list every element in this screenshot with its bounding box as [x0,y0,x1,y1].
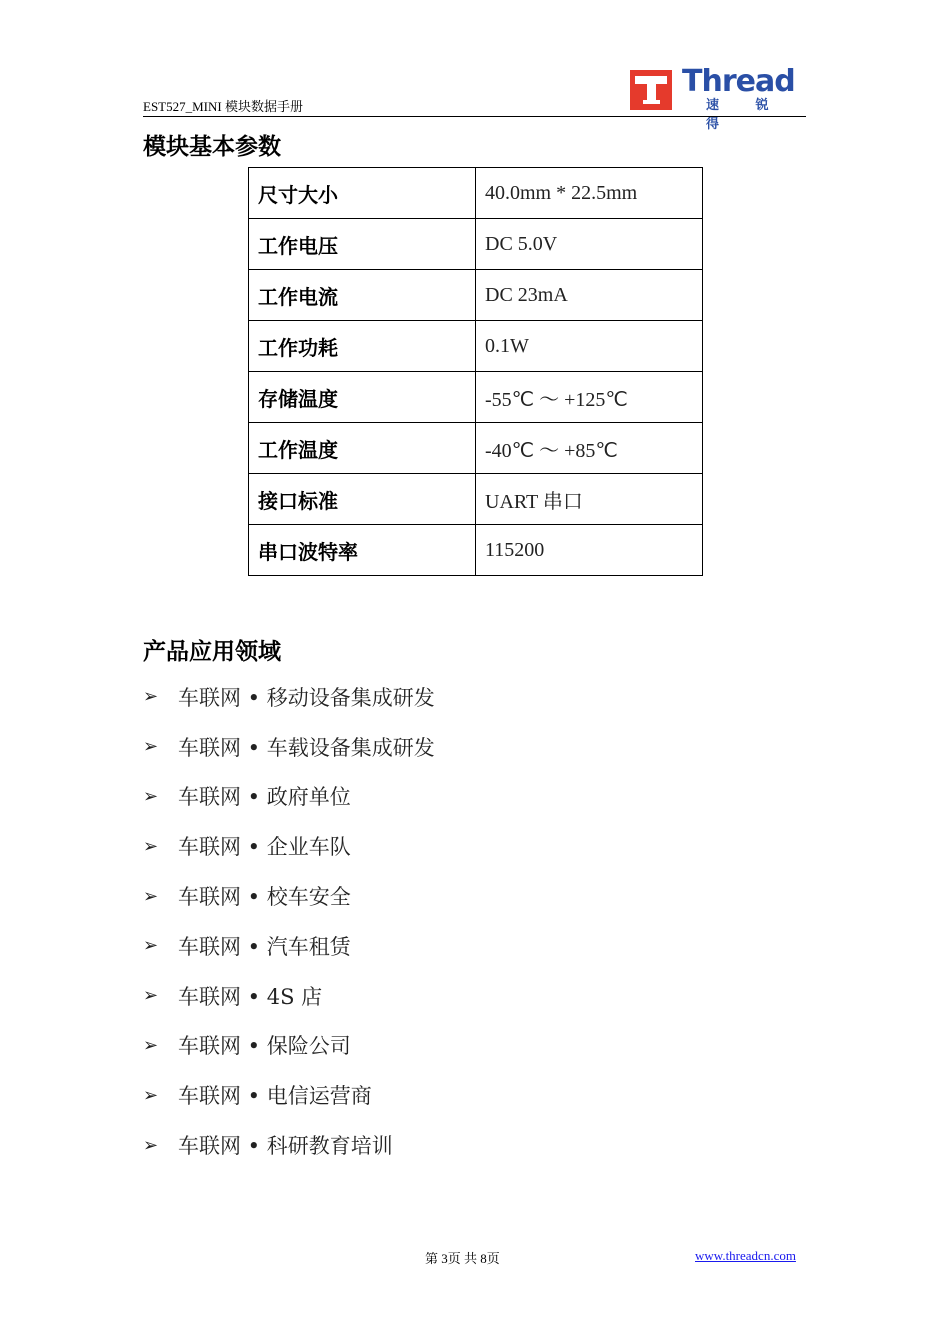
table-row [249,423,703,474]
spec-label: 尺寸大小 [249,168,476,219]
arrow-bullet-icon: ➢ [143,835,159,857]
list-item-text: 车联网 • 科研教育培训 [178,1134,393,1159]
table-row [249,372,703,423]
list-item [143,921,435,971]
spec-label: 存储温度 [249,372,476,423]
website-link[interactable]: www.threadcn.com [695,1248,796,1263]
list-item [143,821,435,871]
spec-value: 115200 [476,525,703,576]
list-item-text: 车联网 • 企业车队 [178,835,351,860]
list-item-text: 车联网 • 汽车租赁 [178,934,351,959]
header-divider [143,116,806,117]
thread-logo [630,64,808,132]
thread-logo-icon [630,70,672,110]
spec-value: DC 5.0V [476,219,703,270]
spec-label: 工作电压 [249,219,476,270]
table-row [249,168,703,219]
list-item-text: 车联网 • 校车安全 [178,885,351,910]
spec-value: DC 23mA [476,270,703,321]
spec-label: 工作电流 [249,270,476,321]
spec-value: -55℃ ～ +125℃ [476,372,703,423]
spec-value: -40℃ ～ +85℃ [476,423,703,474]
list-item [143,971,435,1021]
arrow-bullet-icon: ➢ [143,736,159,758]
spec-label: 工作功耗 [249,321,476,372]
arrow-bullet-icon: ➢ [143,985,159,1007]
table-row [249,270,703,321]
list-item-text: 车联网 • 政府单位 [178,785,351,810]
list-item [143,772,435,822]
specs-section-title: 模块基本参数 [143,134,281,160]
arrow-bullet-icon: ➢ [143,686,159,708]
list-item [143,1070,435,1120]
spec-label: 工作温度 [249,423,476,474]
arrow-bullet-icon: ➢ [143,1034,159,1056]
list-item [143,871,435,921]
spec-value: 0.1W [476,321,703,372]
list-item [143,1120,435,1170]
spec-value: 40.0mm * 22.5mm [476,168,703,219]
arrow-bullet-icon: ➢ [143,885,159,907]
arrow-bullet-icon: ➢ [143,935,159,957]
spec-label: 接口标准 [249,474,476,525]
logo-wordmark: Thread [682,64,795,99]
list-item-text: 车联网 • 保险公司 [178,1034,351,1059]
logo-subtitle: 速 锐 得 [706,98,785,132]
page-number: 第 3页 共 8页 [425,1251,500,1266]
table-row [249,321,703,372]
specs-table [248,167,703,576]
list-item [143,1021,435,1071]
table-row [249,525,703,576]
arrow-bullet-icon: ➢ [143,1134,159,1156]
applications-section-title: 产品应用领域 [143,639,281,665]
table-row [249,474,703,525]
list-item-text: 车联网 • 车载设备集成研发 [178,735,435,760]
arrow-bullet-icon: ➢ [143,785,159,807]
spec-label: 串口波特率 [249,525,476,576]
list-item [143,672,435,722]
list-item-text: 车联网 • 移动设备集成研发 [178,685,435,710]
applications-list [143,672,435,1170]
list-item-text: 车联网 • 电信运营商 [178,1084,372,1109]
arrow-bullet-icon: ➢ [143,1084,159,1106]
list-item-text: 车联网 • 4S 店 [178,984,323,1009]
table-row [249,219,703,270]
document-header-title: EST527_MINI 模块数据手册 [143,99,303,114]
spec-value: UART 串口 [476,474,703,525]
list-item [143,722,435,772]
